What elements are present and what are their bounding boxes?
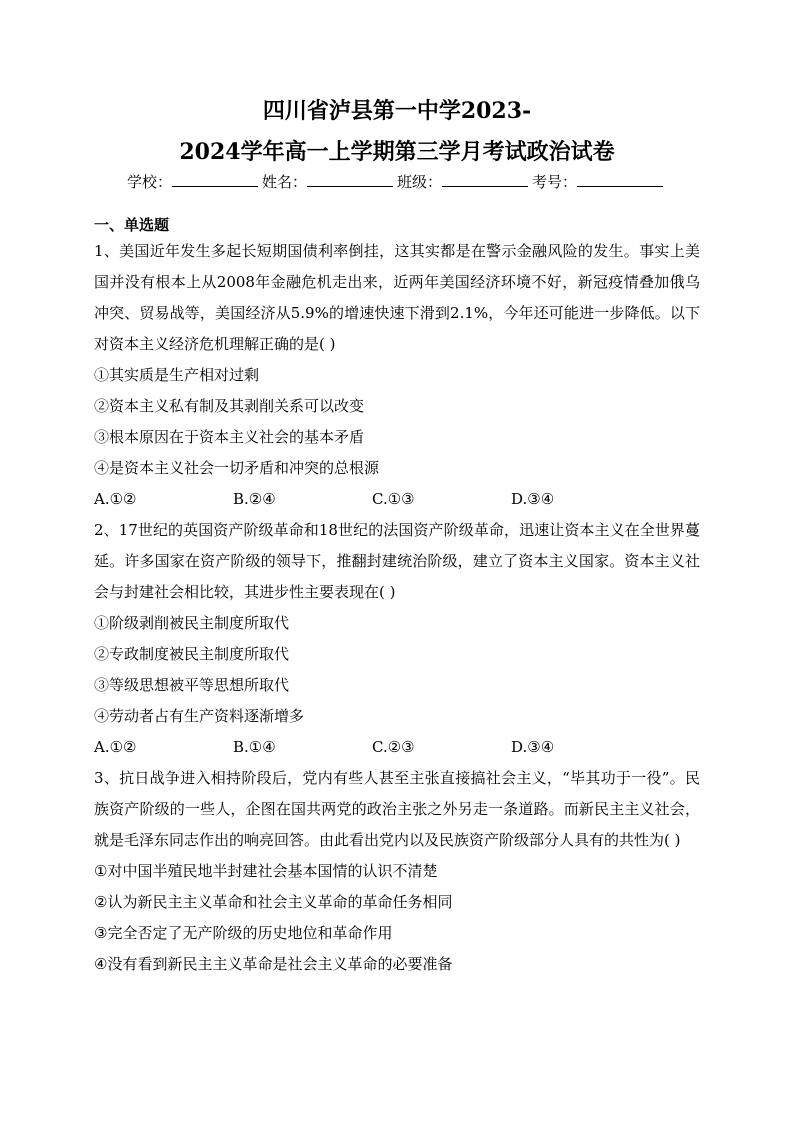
question-stem: 2、17世纪的英国资产阶级革命和18世纪的法国资产阶级革命，迅速让资本主义在全世界蔓延。许多国家在资产阶级的领导下，推翻封建统治阶级，建立了资本主义国家。资本主义社会与封建社会相比较，其进步性主要表现在( ) <box>94 521 700 601</box>
section-heading: 一、单选题 <box>94 216 170 234</box>
statement-option: ②专政制度被民主制度所取代 <box>94 645 290 663</box>
question-list <box>94 214 700 980</box>
student-info-row <box>0 170 794 193</box>
exam-title-line-2: 2024学年高一上学期第三学月考试政治试卷 <box>179 139 615 165</box>
statement-option: ③完全否定了无产阶级的历史地位和革命作用 <box>94 924 393 942</box>
name-label: 姓名： <box>261 173 307 191</box>
choice-d: D.③④ <box>511 738 555 756</box>
exam-number-blank[interactable] <box>577 170 663 187</box>
question-stem: 3、抗日战争进入相持阶段后，党内有些人甚至主张直接搞社会主义，“毕其功于一役”。民族资产阶级的一些人，企图在国共两党的政治主张之外另走一条道路。而新民主主义社会，就是毛泽东同志作出的响亮回答。由此看出党内以及民族资产阶级部分人具有的共性为( ) <box>94 769 700 849</box>
answer-choices <box>94 732 700 763</box>
statement-option: ④是资本主义社会一切矛盾和冲突的总根源 <box>94 459 380 477</box>
question-3 <box>94 763 700 980</box>
question-2 <box>94 515 700 763</box>
class-blank[interactable] <box>442 170 528 187</box>
statement-option: ③根本原因在于资本主义社会的基本矛盾 <box>94 428 365 446</box>
question-stem: 1、美国近年发生多起长短期国债利率倒挂，这其实都是在警示金融风险的发生。事实上美国并没有根本上从2008年金融危机走出来，近两年美国经济环境不好，新冠疫情叠加俄乌冲突、贸易战等，美国经济从5.9%的增速快速下滑到2.1%，今年还可能进一步降低。以下对资本主义经济危机理解正确的是( ) <box>94 242 700 353</box>
statement-option: ④没有看到新民主主义革命是社会主义革命的必要准备 <box>94 955 453 973</box>
school-blank[interactable] <box>172 170 258 187</box>
statement-option: ④劳动者占有生产资料逐渐增多 <box>94 707 305 725</box>
exam-title-line-1: 四川省泸县第一中学2023- <box>262 98 532 124</box>
statement-option: ③等级思想被平等思想所取代 <box>94 676 290 694</box>
statement-option: ①对中国半殖民地半封建社会基本国情的认识不清楚 <box>94 862 438 880</box>
statement-option: ①阶级剥削被民主制度所取代 <box>94 614 290 632</box>
choice-b: B.①④ <box>233 738 276 756</box>
choice-d: D.③④ <box>511 490 555 508</box>
statement-option: ②资本主义私有制及其剥削关系可以改变 <box>94 397 365 415</box>
class-label: 班级： <box>397 173 443 191</box>
choice-b: B.②④ <box>233 490 276 508</box>
question-1 <box>94 236 700 515</box>
choice-c: C.②③ <box>372 738 415 756</box>
exam-number-label: 考号： <box>532 173 578 191</box>
answer-choices <box>94 484 700 515</box>
choice-a: A.①② <box>94 738 137 756</box>
statement-option: ①其实质是生产相对过剩 <box>94 366 260 384</box>
school-label: 学校： <box>126 173 172 191</box>
statement-option: ②认为新民主主义革命和社会主义革命的革命任务相同 <box>94 893 453 911</box>
choice-a: A.①② <box>94 490 137 508</box>
name-blank[interactable] <box>307 170 393 187</box>
choice-c: C.①③ <box>372 490 415 508</box>
